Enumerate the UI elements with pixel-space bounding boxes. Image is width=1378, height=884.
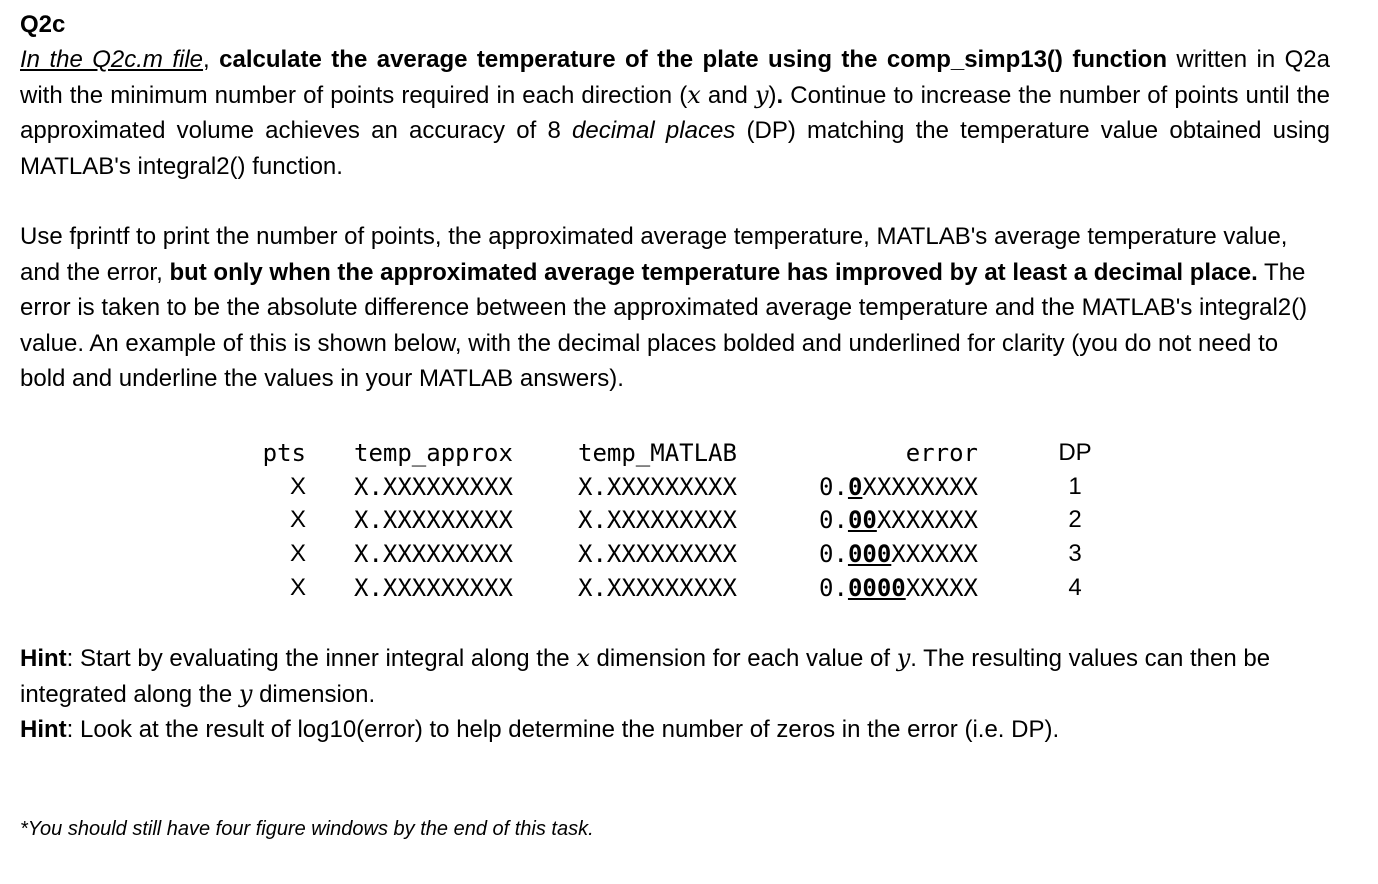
table-row: X X.XXXXXXXXX X.XXXXXXXXX 0.0000XXXXX 4 [289,573,1082,602]
hint-2: Hint: Look at the result of log10(error) to help determine the number of zeros in the error (i.e. DP). [20,716,1060,743]
task-instruction-bold: calculate the average temperature of the plate using the comp_simp13() function [219,46,1167,73]
hint-1: Hint: Start by evaluating the inner integral along the x dimension for each value of y. The resulting values can then be integrated along the y dimension. [20,644,1271,708]
task-paragraph: In the Q2c.m file, calculate the average temperature of the plate using the comp_simp13() function written in Q2a with the minimum number of points required in each direction (x and y). Continue to increase the number of points until the approximated volume achieves an accuracy of 8 decimal places (DP) matching the temperature value obtained using MATLAB's integral2() function. [20,46,1331,180]
footnote: *You should still have four figure windows by the end of this task. [20,818,594,840]
table-row: X X.XXXXXXXXX X.XXXXXXXXX 0.0XXXXXXXX 1 [289,472,1082,501]
table-row: X X.XXXXXXXXX X.XXXXXXXXX 0.00XXXXXXX 2 [289,506,1082,535]
header-error: error [905,438,978,467]
header-temp-approx: temp_approx [354,438,513,467]
header-dp: DP [1058,438,1092,466]
math-var-y: y [754,80,769,109]
math-var-x: x [687,80,701,109]
section-heading: Q2c [20,11,66,38]
document-body [20,10,1330,397]
hints-section [20,641,1330,748]
header-temp-matlab: temp_MATLAB [578,438,737,467]
hint-label: Hint [20,716,67,743]
fprintf-condition-bold: but only when the approximated average temperature has improved by at least a decimal place. [169,258,1258,286]
file-reference: In the Q2c.m file [20,46,204,73]
decimal-places-term: decimal places [572,117,736,144]
example-output-table [248,436,1092,604]
table-row: X X.XXXXXXXXX X.XXXXXXXXX 0.000XXXXXX 3 [289,539,1082,568]
fprintf-paragraph: Use fprintf to print the number of points, the approximated average temperature, MATLAB's average temperature value, and the error, but only when the approximated average temperature has improved by at least a decimal place. The error is taken to be the absolute difference between the approximated average temperature and the MATLAB's integral2() value. An example of this is shown below, with the decimal places bolded and underlined for clarity (you do not need to bold and underline the values in your MATLAB answers). [20,223,1308,392]
table-header-row [248,436,1092,470]
hint-label: Hint [20,645,67,672]
header-pts: pts [262,438,306,467]
